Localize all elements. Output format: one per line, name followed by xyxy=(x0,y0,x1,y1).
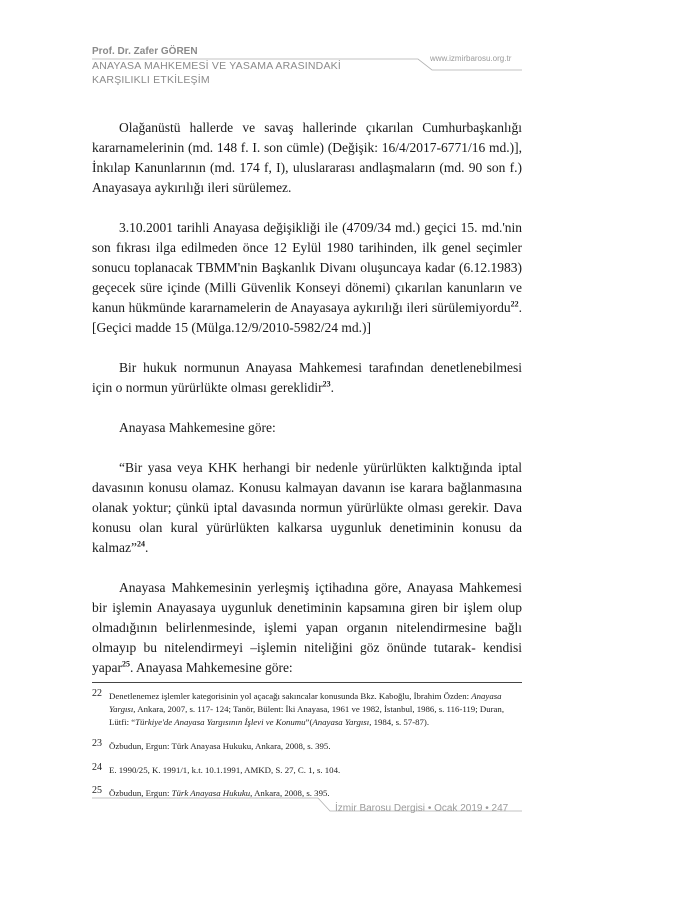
footnote-text: Özbudun, Ergun: Türk Anayasa Hukuku, Ankara, 2008, s. 395. xyxy=(109,788,330,798)
footnote-number: 22 xyxy=(92,688,102,699)
footer-bullet: • xyxy=(485,803,492,814)
footer-bullet: • xyxy=(427,803,435,814)
footer xyxy=(335,803,508,814)
page-number: 247 xyxy=(491,803,509,814)
footnote-number: 23 xyxy=(92,738,102,749)
paragraph-4: Anayasa Mahkemesine göre: xyxy=(119,420,276,435)
header-title xyxy=(92,59,341,87)
footnote-separator xyxy=(92,682,522,683)
header-url: www.izmirbarosu.org.tr xyxy=(430,54,512,63)
footnote-24 xyxy=(92,764,522,777)
footnote-ref-23: 23 xyxy=(322,379,331,389)
paragraph-5-quote: “Bir yasa veya KHK herhangi bir nedenle yürürlükten kalktığında iptal davasının konusu olamaz. Konusu kalmayan davanın ise karara bağlanmasına olanak yoktur; çünkü iptal davasında normun yürürlükte olması gerekir. Dava konusu olan kural yürürlükten kalkarsa uygunluk denetiminin konusu da kalmaz”$^{24}$. xyxy=(92,460,522,555)
footnote-text: E. 1990/25, K. 1991/1, k.t. 10.1.1991, AMKD, S. 27, C. 1, s. 104. xyxy=(109,765,341,775)
footnote-ref-25: 25 xyxy=(121,659,130,669)
paragraph-3: Bir hukuk normunun Anayasa Mahkemesi tarafından denetlenebilmesi için o normun yürürlükte olması gereklidir$^{23}$. xyxy=(92,360,522,395)
header-title-line-1: ANAYASA MAHKEMESİ VE YASAMA ARASINDAKİ xyxy=(92,60,341,72)
paragraph-2: 3.10.2001 tarihli Anayasa değişikliği ile (4709/34 md.) geçici 15. md.'nin son fıkrası ilga edilmeden önce 12 Eylül 1980 tarihinden, ilk genel seçimler sonucu toplanacak TBMM'nin Başkanlık Divanı oluşuncaya kadar (6.12.1983) geçecek süre içinde (Milli Güvenlik Konseyi dönemi) çıkarılan kanunların ve kanun hükmünde kararnamelerin de Anayasaya aykırılığı ileri sürülemiyordu$^{22}$.[Geçici madde 15 (Mülga.12/9/2010-5982/24 md.)] xyxy=(92,220,522,335)
footnote-text: Denetlenemez işlemler kategorisinin yol açacağı sakıncalar konusunda Bkz. Kaboğlu, İbrahim Özden: Anayasa Yargısı, Ankara, 2007, s. 117- 124; Tanör, Bülent: İki Anayasa, 1961 ve 1982, İstanbul, 1986, s. 116-119; Duran, Lütfi: “Türkiye'de Anayasa Yargısının İşlevi ve Konumu”(Anayasa Yargısı, 1984, s. 57-87). xyxy=(109,691,505,727)
header-author: Prof. Dr. Zafer GÖREN xyxy=(92,46,198,57)
footnote-number: 25 xyxy=(92,785,102,796)
body-text xyxy=(92,118,522,678)
footnote-text: Özbudun, Ergun: Türk Anayasa Hukuku, Ankara, 2008, s. 395. xyxy=(109,741,331,751)
paragraph-1: Olağanüstü hallerde ve savaş hallerinde çıkarılan Cumhurbaşkanlığı kararnamelerinin (md. 148 f. I. son cümle) (Değişik: 16/4/2017-6771/16 md.)], İnkılap Kanunlarının (md. 174 f, I), uluslararası andlaşmaların (md. 90 son f.) Anayasaya aykırılığı ileri sürülemez. xyxy=(92,120,522,195)
header-title-line-2: KARŞILIKLI ETKİLEŞİM xyxy=(92,74,210,86)
paragraph-6: Anayasa Mahkemesinin yerleşmiş içtihadına göre, Anayasa Mahkemesi bir işlemin Anayasaya uygunluk denetiminin kapsamına giren bir işlem olup olmadığının belirlenmesinde, işlemi yapan organın nitelendirmesine bağlı olmayıp bu nitelendirmeyi –işlemin niteliğini göz önünde tutarak- kendisi yapar$^{25}$. Anayasa Mahkemesine göre: xyxy=(92,580,522,675)
footer-journal: İzmir Barosu Dergisi xyxy=(335,803,426,814)
footnote-ref-22: 22 xyxy=(510,299,519,309)
footnote-23 xyxy=(92,740,522,753)
footnote-ref-24: 24 xyxy=(136,539,145,549)
footer-date: Ocak 2019 xyxy=(434,803,483,814)
footnote-number: 24 xyxy=(92,762,102,773)
footnote-22 xyxy=(92,690,522,729)
